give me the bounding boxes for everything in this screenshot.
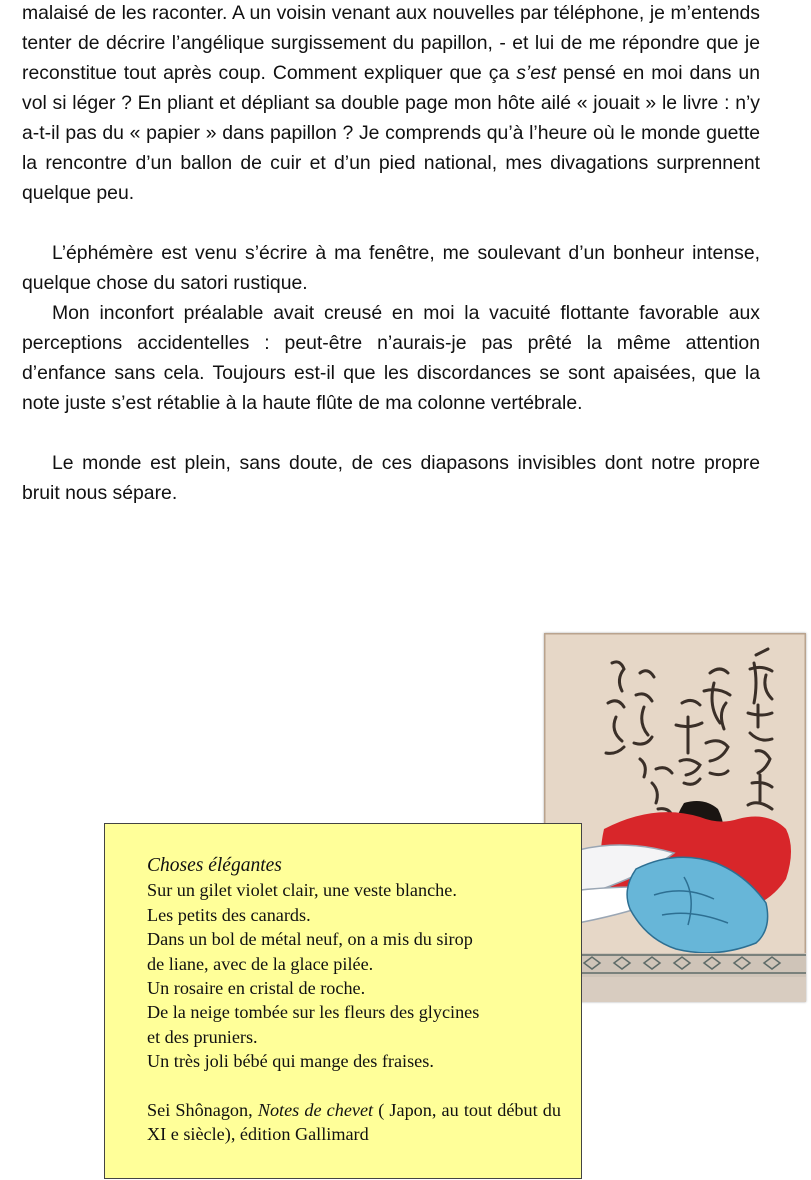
paragraph-3: Mon inconfort préalable avait creusé en moi la vacuité flottante favorable aux perceptions accidentelles : peut-être n’aurais-je pas prêté la même attention d’enfance sans cela. Toujours est-il que les discordances se sont apaisées, que la note juste s’est rétablie à la haute flûte de ma colonne vertébrale. bbox=[22, 302, 760, 414]
paragraph-1: malaisé de les raconter. A un voisin venant aux nouvelles par téléphone, je m’entends tenter de décrire l’angélique surgissement du papillon, - et lui de me répondre que je reconstitue tout après coup. Comment expliquer que ça s’est pensé en moi dans un vol si léger ? En pliant et dépliant sa double page mon hôte ailé « jouait » le livre : n’y a-t-il pas du « papier » dans papillon ? Je comprends qu’à l’heure où le monde guette la rencontre d’un ballon de cuir et d’un pied national, mes divagations surprennent quelque peu. bbox=[22, 2, 760, 204]
paragraph-4: Le monde est plein, sans doute, de ces diapasons invisibles dont notre propre bruit nous sépare. bbox=[22, 452, 760, 504]
credit-work-title: Notes de chevet bbox=[257, 1099, 374, 1120]
essay-text bbox=[22, 0, 760, 508]
quote-line: Un très joli bébé qui mange des fraises. bbox=[147, 1051, 434, 1072]
quote-line: Sur un gilet violet clair, une veste blanche. bbox=[147, 880, 457, 901]
quote-line: Dans un bol de métal neuf, on a mis du sirop bbox=[147, 929, 473, 950]
paragraph-2: L’éphémère est venu s’écrire à ma fenêtre, me soulevant d’un bonheur intense, quelque chose du satori rustique. bbox=[22, 242, 760, 294]
portrait-illustration bbox=[544, 633, 806, 1002]
sei-shonagon-painting bbox=[544, 633, 806, 1002]
quote-line: De la neige tombée sur les fleurs des glycines bbox=[147, 1002, 480, 1023]
credit-author: Sei Shônagon, bbox=[147, 1099, 258, 1120]
quote-box bbox=[104, 823, 582, 1179]
quote-line: et des pruniers. bbox=[147, 1026, 258, 1047]
quote-title: Choses élégantes bbox=[147, 855, 282, 876]
quote-credit bbox=[147, 1098, 561, 1147]
italic-word: s’est bbox=[516, 62, 557, 84]
credit-details: ( Japon, au tout début du XI e siècle), édition Gallimard bbox=[147, 1099, 561, 1145]
quote-line: Un rosaire en cristal de roche. bbox=[147, 978, 366, 999]
quote-line: de liane, avec de la glace pilée. bbox=[147, 953, 374, 974]
quote-line: Les petits des canards. bbox=[147, 904, 311, 925]
